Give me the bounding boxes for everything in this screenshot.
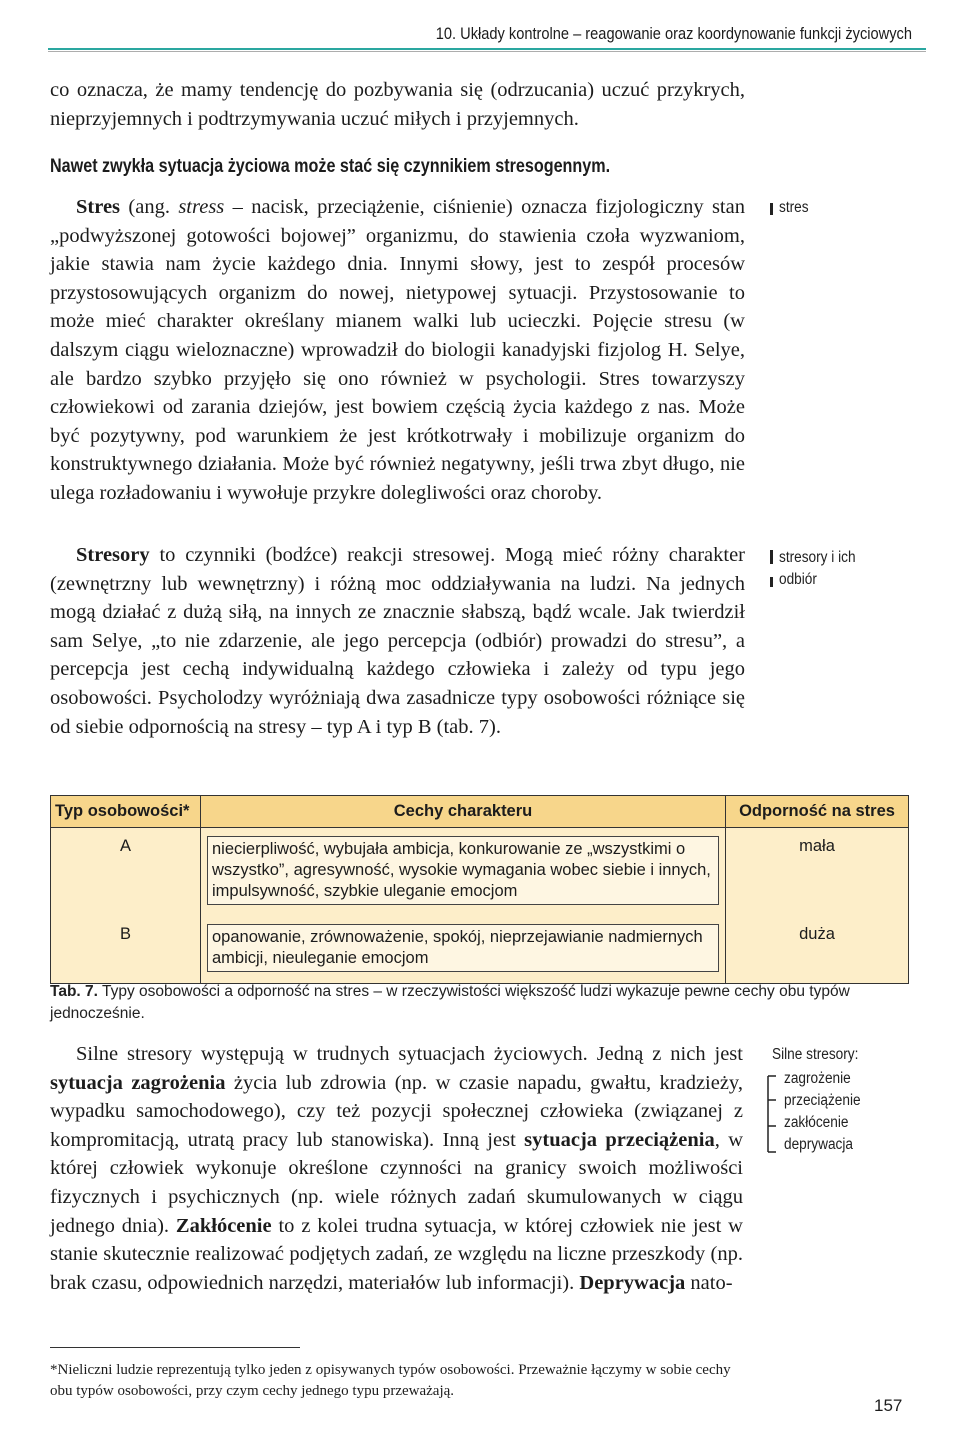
footnote-rule <box>50 1347 300 1348</box>
margin-bar-odbior <box>770 577 773 587</box>
row-type: A <box>51 828 201 916</box>
term-deprywacja: Deprywacja <box>579 1271 686 1294</box>
p4-text: , w której człowiek wykonuje określone czynności na granicy swoich możliwości fizycznych i psychicznych (np. wiele różnych zadań skumulowanych w ciągu jednego dnia). <box>50 1128 744 1237</box>
paragraph-stres-body: – nacisk, przeciążenie, ciśnienie) oznacza fizjologiczny stan „podwyższonej gotowości bojowej” organizmu, do stawienia czoła wyzwaniom, jakie stawia nam życie każdego dnia. Innymi słowy, jest to zespół procesów przystosowujących organizm do nowej, nietypowej sytuacji. Przystosowanie to może mieć charakter określany mianem walki lub ucieczki. Pojęcie stresu (w dalszym ciągu wieloznaczne) wprowadził do biologii kanadyjski fizjolog H. Selye, ale bardzo szybko przyjęło się ono również w psychologii. Stres towarzyszy człowiekowi od zarania dziejów, jest bowiem częścią życia każdego z nas. Może być pozytywny, pod warunkiem że jest krótkotrwały i mobilizuje organizm do konstruktywnego działania. Może być również negatywny, jeśli trwa zbyt długo, nie ulega rozładowaniu i wywołuje przykre dolegliwości oraz choroby. <box>50 196 745 504</box>
header-resistance: Odporność na stres <box>726 796 909 828</box>
term-sytuacja-przeciazenia: sytuacja przeciążenia <box>524 1128 715 1151</box>
term-zaklocenie: Zakłócenie <box>175 1214 272 1237</box>
margin-bracket <box>764 1070 778 1160</box>
row-traits-box: opanowanie, zrównoważenie, spokój, nieprzejawianie nadmiernych ambicji, nieuleganie emocjom <box>207 924 719 972</box>
margin-bar-stres <box>770 203 773 215</box>
p4-text: nato- <box>685 1271 733 1294</box>
page-number: 157 <box>874 1396 903 1415</box>
row-resistance: mała <box>726 828 909 916</box>
row-traits <box>201 916 726 984</box>
term-stress-foreign: stress <box>178 196 225 218</box>
paragraph-stres <box>50 193 745 508</box>
margin-silne-item: zakłócenie <box>784 1114 849 1131</box>
row-traits <box>201 828 726 916</box>
p4-text: to z kolei trudna sytuacja, w której człowiek nie jest w stanie skutecznie realizować podjętych zadań, ze względu na liczne przeszkody (np. brak czasu, odpowiednich narzędzi, materiałów lub informacji). <box>50 1214 743 1294</box>
header-traits: Cechy charakteru <box>201 796 726 828</box>
table-caption <box>50 981 920 1025</box>
row-traits-box: niecierpliwość, wybujała ambicja, konkurowanie ze „wszystkimi o wszystko”, agresywność, wysokie wymagania wobec siebie i innych, impulsywność, szybkie uleganie emocjom <box>207 836 719 905</box>
p4-text: Silne stresory występują w trudnych sytuacjach życiowych. Jedną z nich jest <box>76 1043 743 1065</box>
header-type: Typ osobowości* <box>51 796 201 828</box>
paragraph-stresory <box>50 541 745 741</box>
header-rule-shadow <box>48 51 926 52</box>
table-row <box>51 828 909 916</box>
paragraph-silne-stresory <box>50 1040 743 1297</box>
margin-silne-list <box>784 1068 861 1156</box>
margin-note-silne-title: Silne stresory: <box>772 1046 859 1063</box>
p4-text: życia lub zdrowia (np. w czasie napadu, gwałtu, kradzieży, wypadku samochodowego), czy też pozycji społecznej człowieka (związanej z kompromitacją, utratą pracy lub stanowiska). Inną jest <box>50 1071 743 1151</box>
margin-silne-item: zagrożenie <box>784 1070 851 1087</box>
footnote: *Nieliczni ludzie reprezentują tylko jeden z opisywanych typów osobowości. Przeważnie łączymy w sobie cechy obu typów osobowości, przy czym cechy jednego typu przeważają. <box>50 1362 731 1399</box>
caption-text: Typy osobowości a odporność na stres – w rzeczywistości większość ludzi wykazuje pewne cechy obu typów jednocześnie. <box>50 983 850 1022</box>
highlight-sentence: Nawet zwykła sytuacja życiowa może stać się czynnikiem stresogennym. <box>50 156 611 177</box>
row-type: B <box>51 916 201 984</box>
paragraph-stresory-body: to czynniki (bodźce) reakcji stresowej. Mogą mieć różny charakter (zewnętrzny lub wewnętrzny) i różną moc oddziaływania na ludzi. Na jednych mogą działać z dużą siłą, na innych ze znacznie słabszą, bądź wcale. Jak twierdził sam Selye, „to nie zdarzenie, ale jego percepcja (odbiór) prowadzi do stresu”, a percepcja jest cechą indywidualną każdego człowieka i zależy od typu jego osobowości. Psycholodzy wyróżniają dwa zasadnicze typy osobowości różniące się od siebie odpornością na stresy – typ A i typ B (tab. 7). <box>50 544 745 738</box>
margin-note-stresory-line1: stresory i ich <box>779 549 856 566</box>
table-header-row <box>51 796 909 828</box>
table-row <box>51 916 909 984</box>
term-sytuacja-zagrozenia: sytuacja zagrożenia <box>50 1071 226 1094</box>
personality-table <box>50 795 909 984</box>
caption-label: Tab. 7. <box>50 983 98 1000</box>
header-rule <box>48 48 926 50</box>
margin-silne-item: przeciążenie <box>784 1092 861 1109</box>
margin-bar-stresory <box>770 550 773 564</box>
row-resistance: duża <box>726 916 909 984</box>
paragraph-intro: co oznacza, że mamy tendencję do pozbywania się (odrzucania) uczuć przykrych, nieprzyjemnych i podtrzymywania uczuć miłych i przyjemnych. <box>50 79 745 130</box>
paragraph-stres-open: (ang. <box>120 196 179 218</box>
margin-note-stresory <box>779 547 856 591</box>
margin-silne-item: deprywacja <box>784 1136 853 1153</box>
margin-note-stresory-line2: odbiór <box>779 571 817 588</box>
term-stres: Stres <box>76 196 121 218</box>
running-header: 10. Układy kontrolne – reagowanie oraz koordynowanie funkcji życiowych <box>435 24 912 43</box>
term-stresory: Stresory <box>76 544 150 566</box>
margin-note-stres: stres <box>779 199 809 216</box>
